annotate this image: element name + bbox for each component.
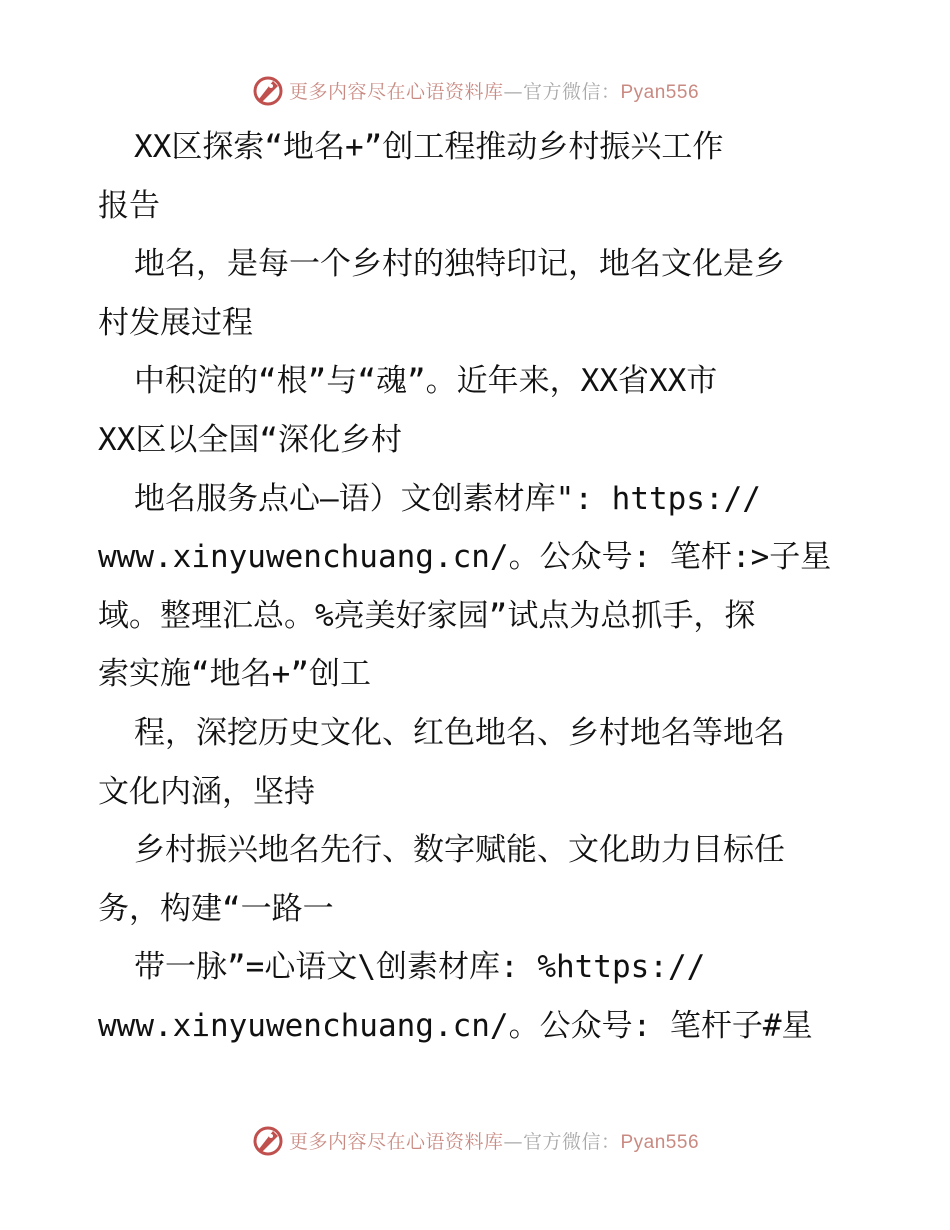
doc-line: 中积淀的“根”与“魂”。近年来，XX省XX市 (134, 363, 718, 400)
doc-line: 村发展过程 (98, 304, 253, 341)
pen-nib-logo-icon (251, 73, 285, 107)
doc-line: 务，构建“一路一 (98, 890, 334, 927)
document-body (98, 118, 858, 1056)
banner-main-text: 更多内容尽在心语资料库 (288, 80, 504, 103)
doc-line: www.xinyuwenchuang.cn/。公众号: 笔杆:>子星 (98, 539, 832, 576)
banner-separator: — (503, 80, 523, 103)
banner-wechat-label: 官方微信： (522, 1130, 621, 1153)
doc-line-title-2: 报告 (98, 187, 160, 224)
doc-line: 带一脉”=心语文\创素材库: %https:// (134, 949, 706, 986)
header-banner (0, 70, 950, 110)
doc-line: 域。整理汇总。%亮美好家园”试点为总抓手，探 (98, 597, 756, 634)
footer-banner-content (251, 1123, 699, 1157)
pen-nib-logo-icon (251, 1123, 285, 1157)
doc-line: 地名，是每一个乡村的独特印记，地名文化是乡 (134, 246, 785, 283)
footer-banner (0, 1120, 950, 1160)
doc-line: www.xinyuwenchuang.cn/。公众号: 笔杆子#星 (98, 1007, 813, 1044)
doc-line: 程，深挖历史文化、红色地名、乡村地名等地名 (134, 714, 785, 751)
banner-wechat-id: Pyan556 (620, 1131, 700, 1153)
header-banner-text (289, 77, 699, 104)
doc-line-title-1: XX区探索“地名+”创工程推动乡村振兴工作 (134, 129, 724, 165)
banner-wechat-label: 官方微信： (522, 80, 621, 103)
doc-line: 乡村振兴地名先行、数字赋能、文化助力目标任 (134, 832, 785, 869)
header-banner-content (251, 73, 699, 107)
banner-wechat-id: Pyan556 (620, 81, 700, 103)
doc-line: 文化内涵，坚持 (98, 773, 315, 810)
doc-line: XX区以全国“深化乡村 (98, 421, 402, 458)
doc-line: 索实施“地名+”创工 (98, 656, 371, 693)
banner-main-text: 更多内容尽在心语资料库 (288, 1130, 504, 1153)
doc-line: 地名服务点心—语）文创素材库": https:// (134, 480, 761, 517)
footer-banner-text (289, 1127, 699, 1154)
banner-separator: — (503, 1130, 523, 1153)
